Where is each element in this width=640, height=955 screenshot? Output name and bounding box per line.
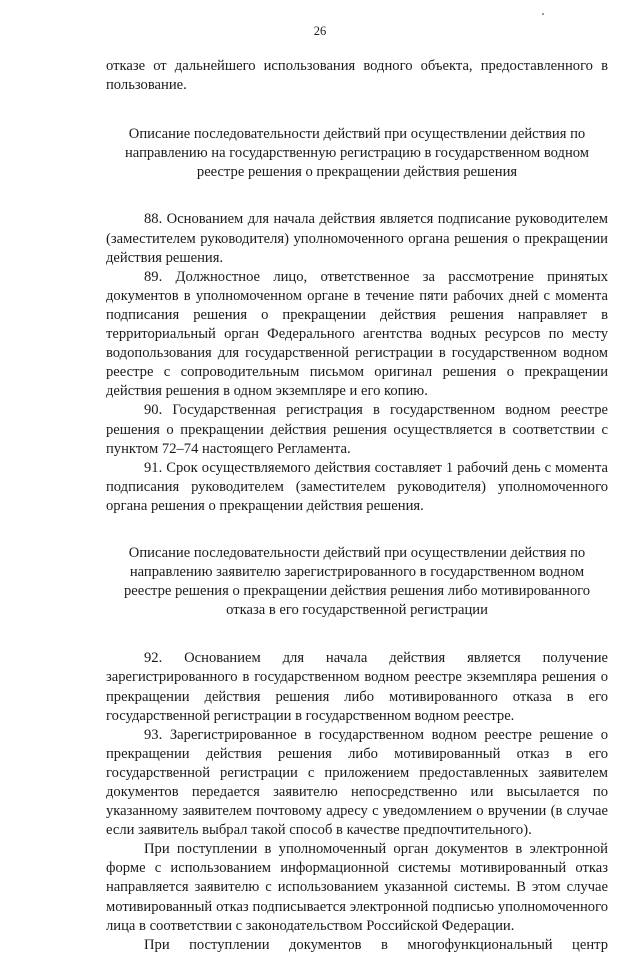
- section-heading-registration: Описание последовательности действий при осуществлении действия по направлению на государственную регистрацию в государственном водном реестре решения о прекращении действия решения: [124, 126, 590, 181]
- page-number: 26: [313, 24, 327, 38]
- lead-paragraph: отказе от дальнейшего использования водного объекта, предоставленного в пользование.: [106, 58, 608, 94]
- paragraph-mfc: При поступлении документов в многофункциональный центр: [144, 936, 608, 953]
- paragraph-88: 88. Основанием для начала действия является подписание руководителем (заместителем руководителя) уполномоченного органа решения о прекращении действия решения.: [106, 211, 608, 266]
- section-registration-paragraphs: [106, 210, 608, 516]
- paragraph-91: 91. Срок осуществляемого действия составляет 1 рабочий день с момента подписания руководителем (заместителем руководителя) уполномоченного органа решения о прекращении действия решения.: [106, 459, 608, 514]
- section-heading-delivery: Описание последовательности действий при осуществлении действия по направлению заявителю зарегистрированного в государственном водном реестре решения о прекращении действия решения либо мотивированного отказа в его государственной регистрации: [123, 544, 591, 619]
- section-delivery-paragraphs: [106, 649, 608, 955]
- document-body: [106, 57, 608, 955]
- paragraph-electronic-form: При поступлении в уполномоченный орган документов в электронной форме с использованием информационной системы мотивированный отказ направляется заявителю с использованием указанной системы. В этом случае мотивированный отказ подписывается электронной подписью уполномоченного лица в соответствии с законодательством Российской Федерации.: [106, 841, 608, 934]
- paragraph-90: 90. Государственная регистрация в государственном водном реестре решения о прекращении действия решения осуществляется в соответствии с пунктом 72–74 настоящего Регламента.: [106, 402, 608, 457]
- paragraph-92: 92. Основанием для начала действия является получение зарегистрированного в государственном водном реестре экземпляра решения о прекращении действия решения либо мотивированного отказа в его государственной регистрации в государственном водном реестре.: [106, 650, 608, 724]
- paragraph-93: 93. Зарегистрированное в государственном водном реестре решение о прекращении действия решения либо мотивированный отказ в его государственной регистрации с приложением предоставленных заявителем документов передается заявителю непосредственно или высылается по указанному заявителем почтовому адресу с уведомлением о вручении (в случае если заявитель выбрал такой способ в качестве предпочтительного).: [106, 726, 608, 839]
- scan-speck: [542, 13, 544, 15]
- paragraph-89: 89. Должностное лицо, ответственное за рассмотрение принятых документов в уполномоченном органе в течение пяти рабочих дней с момента подписания решения о прекращении действия решения направляет в территориальный орган Федерального агентства водных ресурсов по месту водопользования для государственной регистрации в государственном водном реестре с сопроводительным письмом оригинал решения о прекращении действия решения в одном экземпляре и его копию.: [106, 268, 608, 400]
